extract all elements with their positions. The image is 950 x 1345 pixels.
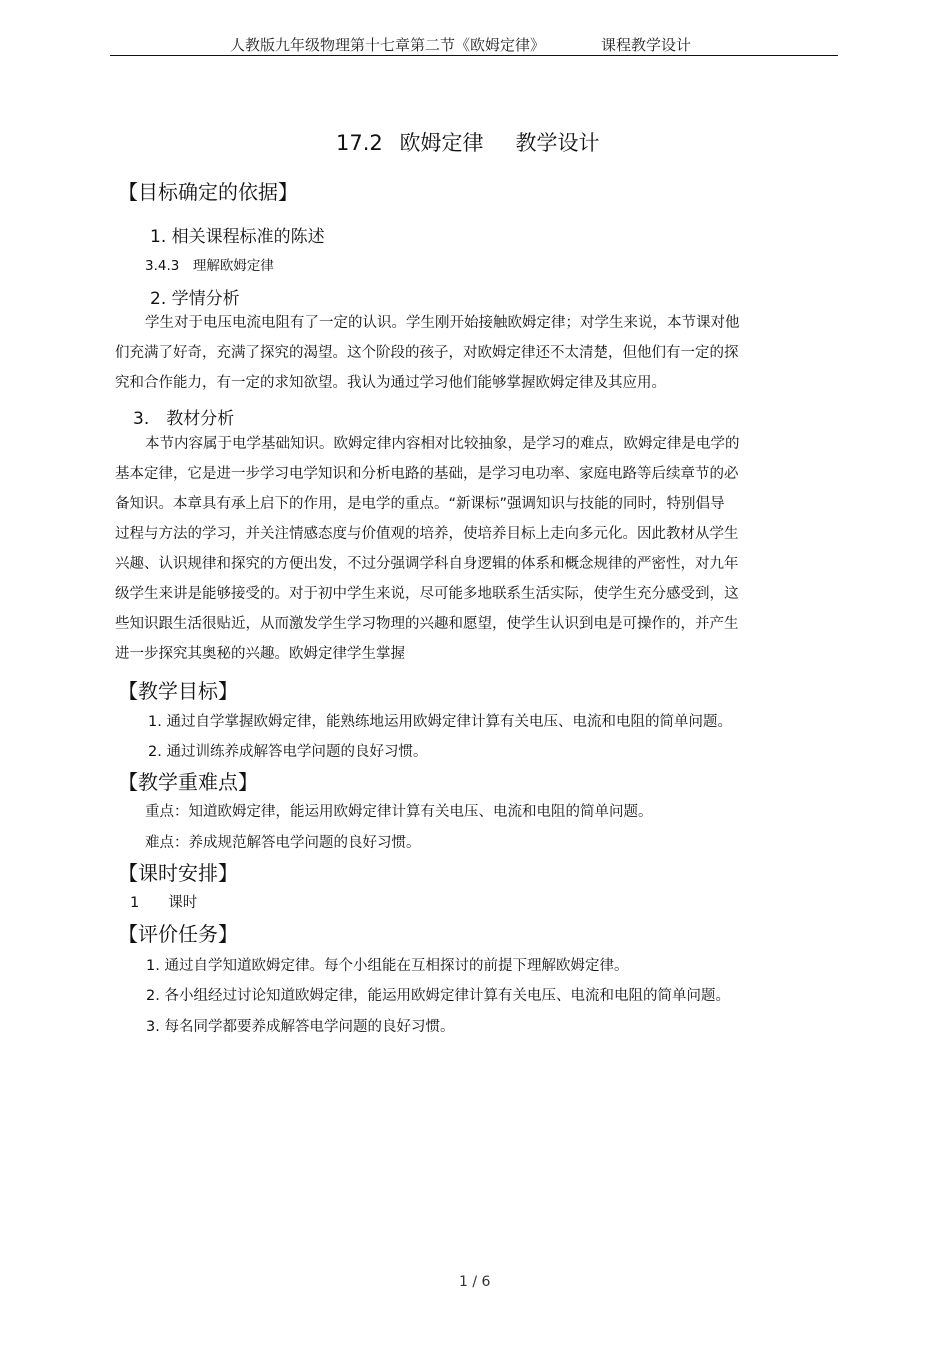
paragraph-line: 些知识跟生活很贴近，从而激发学生学习物理的兴趣和愿望，使学生认识到电是可操作的，并产生 bbox=[115, 616, 739, 632]
paragraph-line: 进一步探究其奥秘的兴趣。欧姆定律学生掌握 bbox=[115, 646, 405, 662]
header-divider bbox=[110, 55, 838, 56]
paragraph-line: 备知识。本章具有承上启下的作用，是电学的重点。“新课标”强调知识与技能的同时，特别倡导 bbox=[115, 496, 725, 512]
textbook-analysis-paragraph bbox=[115, 429, 755, 669]
objective-item: 2. 通过训练养成解答电学问题的良好习惯。 bbox=[148, 744, 428, 760]
evaluation-item: 3. 每名同学都要养成解答电学问题的良好习惯。 bbox=[146, 1019, 455, 1035]
paragraph-line: 学生对于电压电流电阻有了一定的认识。学生刚开始接触欧姆定律；对学生来说，本节课对他 bbox=[145, 315, 740, 331]
schedule-content: 1 课时 bbox=[130, 895, 198, 911]
paragraph-line: 究和合作能力，有一定的求知欲望。我认为通过学习他们能够掌握欧姆定律及其应用。 bbox=[115, 375, 666, 391]
basis-item1-content: 3.4.3 理解欧姆定律 bbox=[145, 258, 274, 274]
section-heading-keypoints: 【教学重难点】 bbox=[118, 770, 258, 794]
section-heading-basis: 【目标确定的依据】 bbox=[118, 180, 298, 204]
title-number: 17.2 bbox=[336, 131, 383, 155]
paragraph-line: 们充满了好奇，充满了探究的渴望。这个阶段的孩子，对欧姆定律还不太清楚，但他们有一定的探 bbox=[115, 345, 739, 361]
basis-item2-heading: 2. 学情分析 bbox=[150, 289, 240, 309]
student-analysis-paragraph bbox=[115, 308, 755, 398]
basis-item1-heading: 1. 相关课程标准的陈述 bbox=[150, 227, 325, 247]
evaluation-item: 1. 通过自学知道欧姆定律。每个小组能在互相探讨的前提下理解欧姆定律。 bbox=[146, 958, 629, 974]
objective-item: 1. 通过自学掌握欧姆定律，能熟练地运用欧姆定律计算有关电压、电流和电阻的简单问题。 bbox=[148, 714, 732, 730]
paragraph-line: 本节内容属于电学基础知识。欧姆定律内容相对比较抽象，是学习的难点，欧姆定律是电学的 bbox=[145, 436, 740, 452]
paragraph-line: 级学生来讲是能够接受的。对于初中学生来说，尽可能多地联系生活实际，使学生充分感受到，这 bbox=[115, 586, 739, 602]
title-name: 欧姆定律 bbox=[399, 131, 484, 155]
evaluation-item: 2. 各小组经过讨论知道欧姆定律，能运用欧姆定律计算有关电压、电流和电阻的简单问题。 bbox=[146, 988, 730, 1004]
section-heading-objectives: 【教学目标】 bbox=[118, 679, 238, 703]
page-number: 1 / 6 bbox=[459, 1274, 491, 1290]
document-title bbox=[336, 127, 599, 157]
basis-item3-heading: 3. 教材分析 bbox=[133, 409, 235, 429]
paragraph-line: 兴趣、认识规律和探究的方便出发，不过分强调学科自身逻辑的体系和概念规律的严密性，对九年 bbox=[115, 556, 739, 572]
difficult-point: 难点：养成规范解答电学问题的良好习惯。 bbox=[145, 835, 421, 851]
header-right-text: 课程教学设计 bbox=[601, 36, 692, 54]
section-heading-schedule: 【课时安排】 bbox=[118, 861, 238, 885]
title-suffix: 教学设计 bbox=[515, 131, 600, 155]
section-heading-evaluation: 【评价任务】 bbox=[118, 922, 238, 946]
header-left-text: 人教版九年级物理第十七章第二节《欧姆定律》 bbox=[230, 36, 546, 54]
key-point: 重点：知道欧姆定律，能运用欧姆定律计算有关电压、电流和电阻的简单问题。 bbox=[145, 804, 653, 820]
paragraph-line: 过程与方法的学习，并关注情感态度与价值观的培养，使培养目标上走向多元化。因此教材从学生 bbox=[115, 526, 739, 542]
paragraph-line: 基本定律，它是进一步学习电学知识和分析电路的基础，是学习电功率、家庭电路等后续章节的必 bbox=[115, 466, 739, 482]
page-header bbox=[230, 34, 691, 55]
